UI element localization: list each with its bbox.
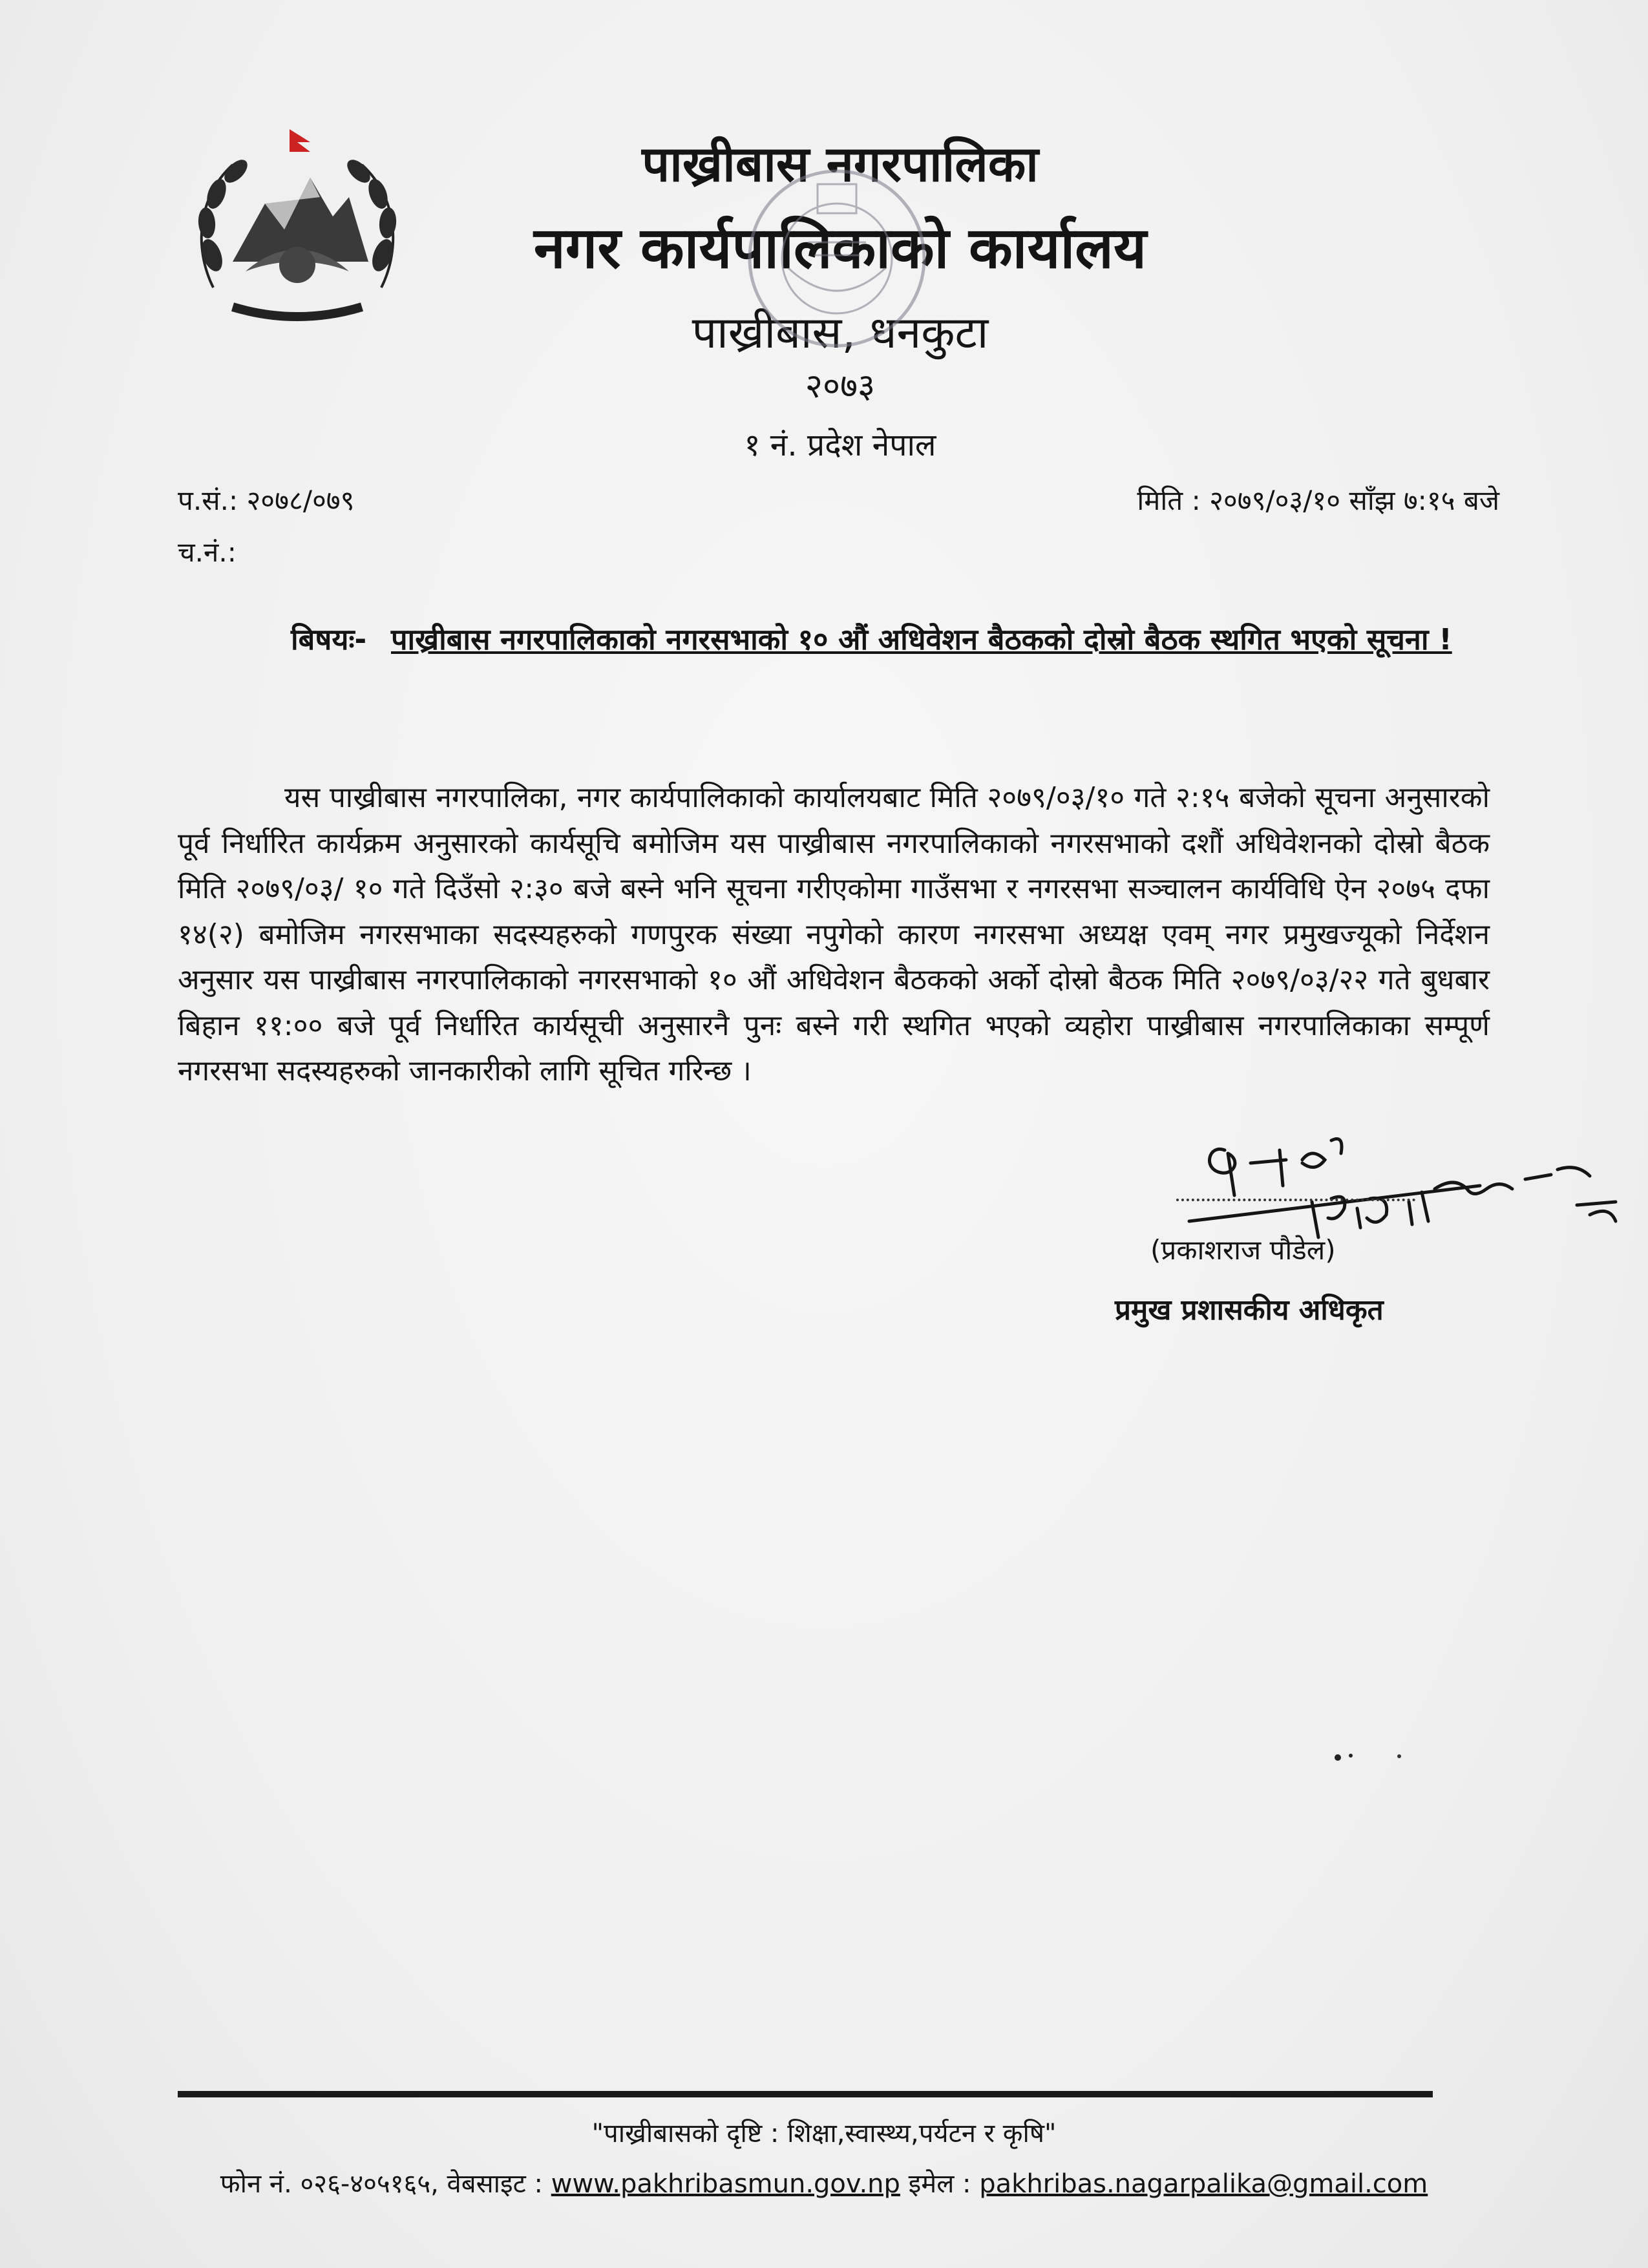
reference-number-label: प.सं. [178,485,229,516]
date-label: मिति [1137,485,1183,516]
dispatch-number-value: : [227,536,237,568]
established-year: २०७३ [805,367,876,406]
dispatch-number [178,533,237,570]
dispatch-number-label: च.नं. [178,536,227,568]
footer-email-link[interactable]: pakhribas.nagarpalika@gmail.com [979,2169,1428,2199]
signature-dotted-line [1176,1199,1415,1201]
office-address: पाख्रीबास, धनकुटा [692,308,989,359]
office-round-stamp-icon [743,165,931,352]
footer-phone: फोन नं. ०२६-४०५१६५, वेबसाइट : [220,2169,544,2199]
footer-motto: "पाख्रीबासको दृष्टि : शिक्षा,स्वास्थ्य,पर्यटन र कृषि" [591,2119,1057,2148]
nepal-government-emblem-icon [187,126,407,333]
footer-email-label: इमेल : [908,2169,971,2199]
office-name: नगर कार्यपालिकाको कार्यालय [534,215,1146,281]
scan-specks [1331,1745,1409,1770]
signatory-name: (प्रकाशराज पौडेल) [1150,1234,1336,1266]
reference-number-value: : २०७८/०७९ [228,485,355,516]
subject-line [291,614,1506,666]
signatory-title: प्रमुख प्रशासकीय अधिकृत [1115,1294,1384,1327]
footer-website-link[interactable]: www.pakhribasmun.gov.np [551,2169,900,2199]
subject-text: पाख्रीबास नगरपालिकाको नगरसभाको १० औं अधिवेशन बैठकको दोस्रो बैठक स्थगित भएको सूचना ! [391,622,1452,656]
notice-body: यस पाख्रीबास नगरपालिका, नगर कार्यपालिकाको कार्यालयबाट मिति २०७९/०३/१० गते २:१५ बजेको सूचना अनुसारको पूर्व निर्धारित कार्यक्रम अनुसारको कार्यसूचि बमोजिम यस पाख्रीबास नगरपालिकाको नगरसभाको दशौं अधिवेशनको दोस्रो बैठक मिति २०७९/०३/ १० गते दिउँसो २:३० बजे बस्ने भनि सूचना गरीएकोमा गाउँसभा र नगरसभा सञ्चालन कार्यविधि ऐन २०७५ दफा १४(२) बमोजिम नगरसभाका सदस्यहरुको गणपुरक संख्या नपुगेको कारण नगरसभा अध्यक्ष एवम् नगर प्रमुखज्यूको निर्देशन अनुसार यस पाख्रीबास नगरपालिकाको नगरसभाको १० औं अधिवेशन बैठकको अर्को दोस्रो बैठक मिति २०७९/०३/२२ गते बुधबार बिहान ११:०० बजे पूर्व निर्धारित कार्यसूची अनुसारनै पुनः बस्ने गरी स्थगित भएको व्यहोरा पाख्रीबास नगरपालिकाका सम्पूर्ण नगरसभा सदस्यहरुको जानकारीको लागि सूचित गरिन्छ । [178,781,1490,1087]
municipality-name: पाख्रीबास नगरपालिका [642,135,1039,193]
reference-number [178,481,355,518]
letter-date [1137,481,1499,518]
footer-rule [178,2091,1433,2097]
handwritten-signature-icon [1163,1124,1642,1247]
subject-label: बिषयः- [291,622,367,656]
footer-contact [0,2165,1648,2200]
date-value: : २०७९/०३/१० साँझ ७:१५ बजे [1191,485,1499,516]
province-name: १ नं. प्रदेश नेपाल [744,427,936,463]
